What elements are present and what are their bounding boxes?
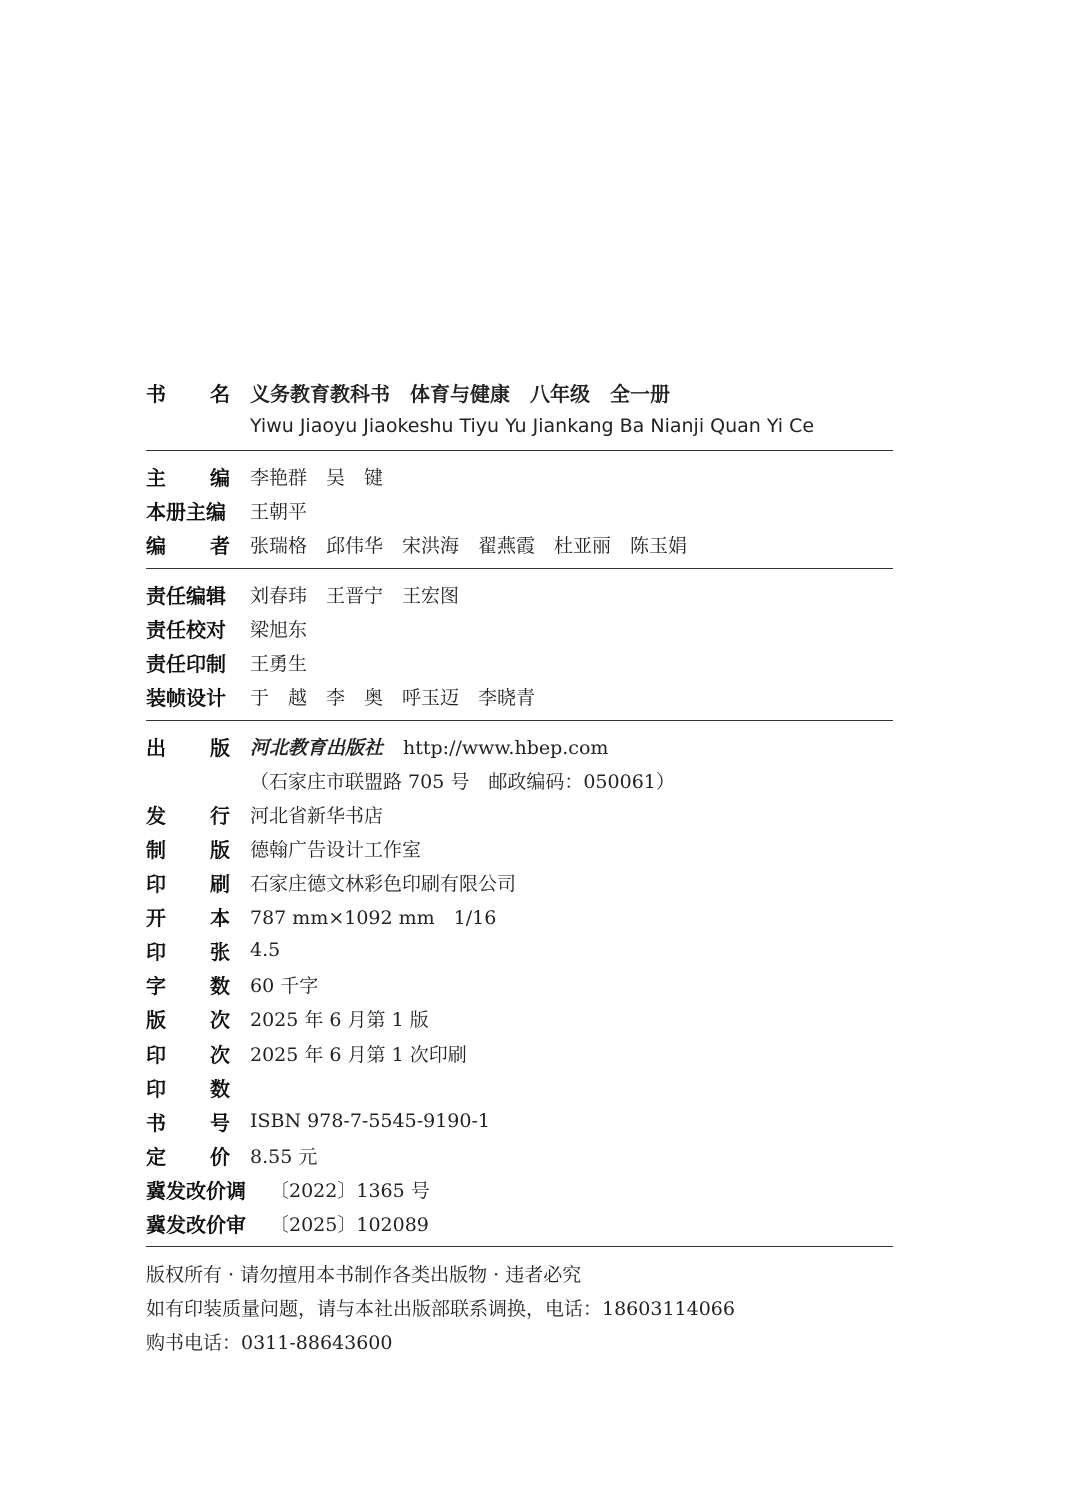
volume-chief-value: 王朝平 bbox=[250, 500, 308, 523]
isbn-value: ISBN 978-7-5545-9190-1 bbox=[250, 1110, 490, 1132]
resp-editor-label: 责任编辑 bbox=[146, 583, 226, 608]
sheets-value: 4.5 bbox=[250, 939, 281, 961]
printer-value: 石家庄德文林彩色印刷有限公司 bbox=[250, 872, 517, 895]
impression-label: 印 次 bbox=[146, 1042, 230, 1067]
purchase-phone: 购书电话：0311-88643600 bbox=[146, 1332, 393, 1354]
publisher-address: （石家庄市联盟路 705 号 邮政编码：050061） bbox=[250, 770, 675, 793]
proof-row bbox=[146, 613, 308, 643]
divider-4 bbox=[146, 1246, 893, 1247]
chief-editor-label: 主 编 bbox=[146, 465, 230, 490]
authors-row bbox=[146, 529, 688, 559]
plate-row bbox=[146, 833, 422, 863]
volume-chief-label: 本册主编 bbox=[146, 499, 226, 524]
isbn-row bbox=[146, 1106, 490, 1136]
copies-row bbox=[146, 1072, 230, 1102]
edition-row bbox=[146, 1003, 429, 1033]
chief-editor-row bbox=[146, 461, 384, 491]
quality-notice: 如有印装质量问题，请与本社出版部联系调换，电话：18603114066 bbox=[146, 1298, 735, 1320]
price-adj-label: 冀发改价调 bbox=[146, 1178, 246, 1203]
words-row bbox=[146, 969, 319, 999]
words-value: 60 千字 bbox=[250, 974, 319, 997]
volume-chief-row bbox=[146, 495, 308, 525]
sheets-row bbox=[146, 935, 281, 965]
design-value: 于 越 李 奥 呼玉迈 李晓青 bbox=[250, 686, 536, 709]
publisher-logo: 河北教育出版社 bbox=[250, 736, 384, 759]
isbn-label: 书 号 bbox=[146, 1110, 230, 1135]
format-value: 787 mm×1092 mm 1/16 bbox=[250, 906, 497, 929]
book-title-pinyin: Yiwu Jiaoyu Jiaokeshu Tiyu Yu Jiankang Ba Nianji Quan Yi Ce bbox=[250, 415, 815, 437]
format-label: 开 本 bbox=[146, 905, 230, 930]
divider-1 bbox=[146, 450, 893, 451]
book-title: 义务教育教科书 体育与健康 八年级 全一册 bbox=[250, 381, 670, 406]
publisher-label: 出 版 bbox=[146, 735, 230, 760]
publisher-value bbox=[250, 733, 608, 760]
words-label: 字 数 bbox=[146, 973, 230, 998]
printer-label: 印 刷 bbox=[146, 871, 230, 896]
price-adj-row bbox=[146, 1174, 430, 1204]
resp-editor-row bbox=[146, 579, 460, 609]
print-resp-label: 责任印制 bbox=[146, 651, 226, 676]
design-row bbox=[146, 681, 536, 711]
price-row bbox=[146, 1140, 318, 1170]
resp-editor-value: 刘春玮 王晋宁 王宏图 bbox=[250, 584, 460, 607]
distributor-row bbox=[146, 799, 384, 829]
title-row bbox=[146, 377, 670, 407]
publisher-url: http://www.hbep.com bbox=[403, 736, 609, 759]
distributor-label: 发 行 bbox=[146, 803, 230, 828]
proof-label: 责任校对 bbox=[146, 617, 226, 642]
price-label: 定 价 bbox=[146, 1144, 230, 1169]
authors-value: 张瑞格 邱伟华 宋洪海 翟燕霞 杜亚丽 陈玉娟 bbox=[250, 534, 688, 557]
title-label: 书 名 bbox=[146, 381, 230, 406]
print-resp-value: 王勇生 bbox=[250, 652, 308, 675]
price-review-label: 冀发改价审 bbox=[146, 1212, 246, 1237]
chief-editor-value: 李艳群 吴 键 bbox=[250, 466, 384, 489]
publisher-row bbox=[146, 731, 609, 761]
price-value: 8.55 元 bbox=[250, 1145, 318, 1168]
printer-row bbox=[146, 867, 517, 897]
authors-label: 编 者 bbox=[146, 533, 230, 558]
edition-label: 版 次 bbox=[146, 1007, 230, 1032]
impression-value: 2025 年 6 月第 1 次印刷 bbox=[250, 1043, 467, 1066]
price-review-row bbox=[146, 1208, 429, 1238]
divider-3 bbox=[146, 720, 893, 721]
impression-row bbox=[146, 1038, 467, 1068]
proof-value: 梁旭东 bbox=[250, 618, 308, 641]
print-resp-row bbox=[146, 647, 308, 677]
price-review-value: 〔2025〕102089 bbox=[270, 1213, 429, 1236]
price-adj-value: 〔2022〕1365 号 bbox=[270, 1179, 430, 1202]
copies-label: 印 数 bbox=[146, 1076, 230, 1101]
distributor-value: 河北省新华书店 bbox=[250, 804, 384, 827]
edition-value: 2025 年 6 月第 1 版 bbox=[250, 1008, 429, 1031]
format-row bbox=[146, 901, 497, 931]
design-label: 装帧设计 bbox=[146, 685, 226, 710]
sheets-label: 印 张 bbox=[146, 939, 230, 964]
plate-label: 制 版 bbox=[146, 837, 230, 862]
copyright-notice: 版权所有 · 请勿擅用本书制作各类出版物 · 违者必究 bbox=[146, 1264, 582, 1286]
plate-value: 德翰广告设计工作室 bbox=[250, 838, 422, 861]
divider-2 bbox=[146, 568, 893, 569]
